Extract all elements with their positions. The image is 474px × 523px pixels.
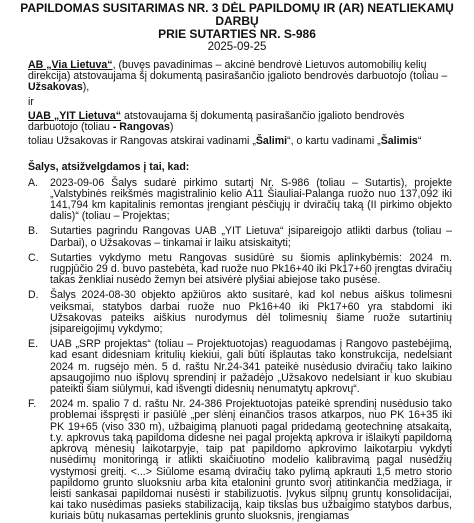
recital-text: Sutarties vykdymo metu Rangovas susidūrė su šiomis aplinkybėmis: 2024 m. rugpjūčio 29 d. buvo pastebėta, kad ruože nuo Pk16+40 iki Pk17+60 įrengtas dviračių takas ženkliai nusėdo žemyn bei atsivėrė plyšiai abiejose tako pusėse. [50, 251, 452, 287]
recital-item [28, 226, 452, 248]
party-2-end: ) [169, 121, 174, 134]
document-page [0, 1, 474, 523]
recitals-lead: Šalys, atsižvelgdamos į tai, kad: [28, 161, 190, 174]
party-2-alias: - Rangovas [112, 121, 170, 134]
document-date: 2025-09-25 [207, 41, 267, 53]
recital-label: F. [28, 398, 37, 411]
recital-text: Šalys 2024-08-30 objekto apžiūros akto susitarė, kad kol nebus aiškus tolimesni veiksmai, statybos darbai ruože nuo Pk16+40 iki Pk17+60 yra stabdomi iki Užsakovas pateiks aiškius nurodymus dėl tolimesnių šiame ruože sutartinių įsipareigojimų vykdymo; [50, 289, 452, 336]
recital-item [28, 178, 452, 223]
party-1-paragraph [28, 60, 452, 94]
recital-label: E. [28, 338, 39, 351]
party-alias-plural: Šalimis [380, 135, 418, 148]
parties-text-start: toliau Užsakovas ir Rangovas atskirai vadinami „ [28, 135, 256, 148]
title-line-2: PRIE SUTARTIES NR. S-986 [158, 27, 316, 41]
title-line-1: PAPILDOMAS SUSITARIMAS NR. 3 DĖL PAPILDOMŲ IR (AR) NEATLIEKAMŲ DARBŲ [20, 1, 454, 28]
document-body [0, 60, 474, 523]
recital-item [28, 290, 452, 335]
party-1-end: ), [82, 81, 90, 94]
recital-label: A. [28, 176, 39, 189]
party-1-alias: Užsakovas [28, 81, 83, 94]
recital-label: D. [28, 289, 39, 302]
party-1-text: , (buvęs pavadinimas – akcinė bendrovė Lietuvos automobilių kelių direkcija) atstovaujama šį dokumentą pasirašančio įgalioto bendrovės darbuotojo (toliau – [28, 59, 448, 83]
party-2-name: UAB „YIT Lietuva“ [28, 109, 122, 122]
recital-label: C. [28, 251, 39, 264]
conjunction: ir [28, 95, 34, 108]
recital-item [28, 399, 452, 522]
recital-item [28, 253, 452, 287]
recital-text: 2024 m. spalio 7 d. raštu Nr. 24-386 Projektuotojas pateikė sprendinį nusėdusio tako problemai išspręsti ir pasiūlė „per slėnį einančios trasos atkarpos, nuo PK 16+35 iki PK 19+65 (viso 330 m), užbaigimą planuoti pagal pridedamą geotechninę atsakaitą, t.y. apkrovus taką papildoma didesne nei pagal projektą apkrova ir išlaikyti papildomą apkrovą mėnesių laikotarpyje, taip pat papildomo apkrovimo laikotarpiu vykdyti nusėdimų monitoringą ir atlikti skaičiuotino modelio kalibravimą pagal nusėdžių vystymosi greitį. <...> Siūlome esamą dviračių tako pylimą apkrauti 1,5 metro storio papildomo grunto sluoksniu arba kita etalonini grunto svorį atitinkančia medžiaga, ir leisti sankasai papildomai nusėsti ir stabilizuotis. Įvykus silpnų gruntų konsolidacijai, kai tako nusėdimas pasieks stabilizaciją, kaip tikslas bus užbaigimo statybos darbus, kuriais būtų nukasamas perteklinis grunto sluoksnis, įrengiamas [50, 398, 452, 523]
party-2-text: atstovaujama šį dokumentą pasirašančio įgalioto bendrovės darbuotojo (toliau [28, 109, 405, 134]
parties-text-end: “ [417, 135, 422, 148]
party-2-paragraph [28, 111, 452, 133]
party-1-name: AB „Via Lietuva“ [28, 59, 113, 71]
recital-text: UAB „SRP projektas“ (toliau – Projektuotojas) reaguodamas į Rangovo pastebėjimą, kad esant didesniam kritulių kiekiui, gali būti išplautas tako konstrukcija, nedelsiant 2024 m. rugsėjo mėn. 5 d. raštu Nr.24-341 pateikė nusėdusio dviračių tako laikino apsaugojimo nuo išplovų sprendinį ir pažadėjo „Užsakovo nedelsiant ir kuo skubiau pateikti šiam siūlymui, kad išvengti didesnių nenumatytų apkrovų“. [50, 338, 452, 396]
recital-text: 2023-09-06 Šalys sudarė pirkimo sutartį Nr. S-986 (toliau – Sutartis), projekte „Valstybinės reikšmės magistralinio kelio A11 Šiauliai-Palanga ruožo nuo 137,092 iki 141,794 km kapitalinis remontas įrengiant pėsčiųjų ir dviračių taką (II pirkimo objekto dalis)“ (toliau – Projektas; [50, 176, 452, 223]
recitals-list [28, 178, 452, 523]
parties-text-mid: “, o kartu vadinami „ [287, 135, 381, 148]
document-title [0, 2, 474, 41]
recital-label: B. [28, 225, 39, 238]
parties-definition [28, 136, 452, 147]
recital-text: Sutarties pagrindu Rangovas UAB „YIT Lietuva“ įsipareigojo atlikti darbus (toliau – Darbai), o Užsakovas – tinkamai ir laiku atsiskaityti; [50, 225, 452, 249]
recital-item [28, 339, 452, 395]
party-alias-singular: Šalimi [255, 135, 288, 148]
